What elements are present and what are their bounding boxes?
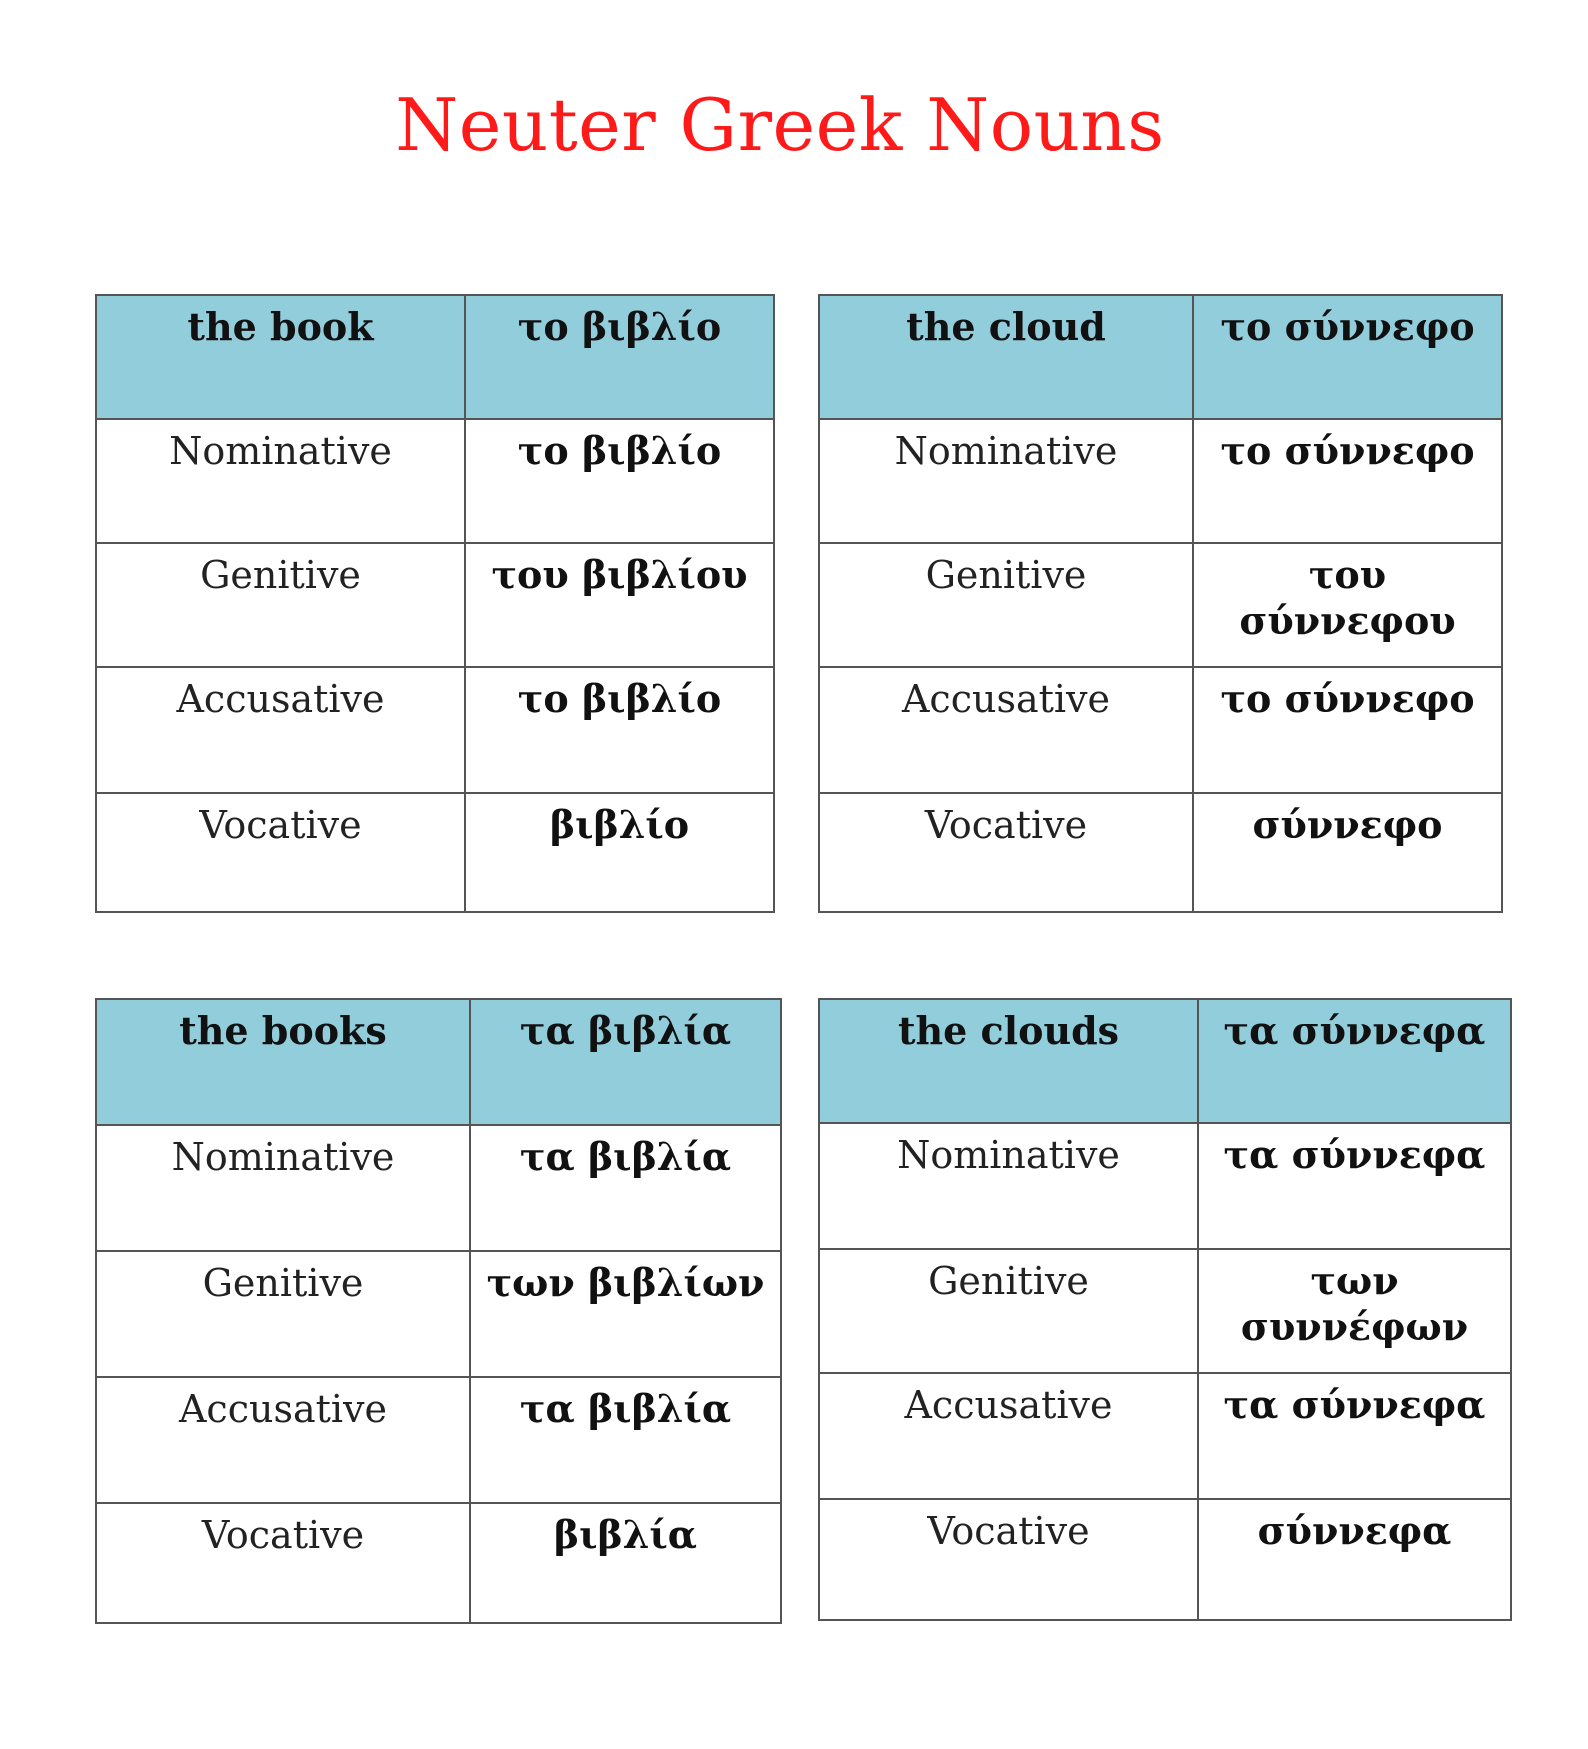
table-row bbox=[96, 1503, 781, 1623]
header-greek: το σύννεφο bbox=[1193, 295, 1502, 419]
case-label: Vocative bbox=[819, 793, 1193, 912]
declension-table-books bbox=[95, 998, 782, 1624]
header-english: the clouds bbox=[819, 999, 1198, 1123]
case-label: Accusative bbox=[96, 1377, 470, 1503]
table-row bbox=[96, 1125, 781, 1251]
table-header-row bbox=[819, 999, 1511, 1123]
greek-form: σύννεφο bbox=[1193, 793, 1502, 912]
greek-form: τα βιβλία bbox=[470, 1125, 781, 1251]
case-label: Genitive bbox=[96, 1251, 470, 1377]
greek-form: το σύννεφο bbox=[1193, 667, 1502, 793]
case-label: Vocative bbox=[96, 1503, 470, 1623]
table-row bbox=[96, 1251, 781, 1377]
case-label: Accusative bbox=[819, 667, 1193, 793]
table-row bbox=[819, 543, 1502, 667]
greek-form: του σύννεφου bbox=[1193, 543, 1502, 667]
table-row bbox=[819, 1123, 1511, 1249]
case-label: Nominative bbox=[96, 419, 465, 543]
case-label: Accusative bbox=[819, 1373, 1198, 1499]
header-greek: το βιβλίο bbox=[465, 295, 774, 419]
table-row bbox=[96, 667, 774, 793]
greek-form: τα βιβλία bbox=[470, 1377, 781, 1503]
header-greek: τα βιβλία bbox=[470, 999, 781, 1125]
declension-table-cloud bbox=[818, 294, 1503, 913]
declension-table-clouds bbox=[818, 998, 1512, 1621]
case-label: Genitive bbox=[819, 543, 1193, 667]
page-title: Neuter Greek Nouns bbox=[395, 83, 1165, 167]
header-greek: τα σύννεφα bbox=[1198, 999, 1511, 1123]
table-header-row bbox=[819, 295, 1502, 419]
greek-form: βιβλία bbox=[470, 1503, 781, 1623]
greek-form: του βιβλίου bbox=[465, 543, 774, 667]
case-label: Genitive bbox=[96, 543, 465, 667]
table-header-row bbox=[96, 295, 774, 419]
header-english: the books bbox=[96, 999, 470, 1125]
case-label: Nominative bbox=[819, 1123, 1198, 1249]
case-label: Vocative bbox=[819, 1499, 1198, 1620]
case-label: Nominative bbox=[819, 419, 1193, 543]
header-english: the book bbox=[96, 295, 465, 419]
table-row bbox=[819, 1249, 1511, 1373]
greek-form: βιβλίο bbox=[465, 793, 774, 912]
case-label: Accusative bbox=[96, 667, 465, 793]
case-label: Vocative bbox=[96, 793, 465, 912]
table-row bbox=[96, 793, 774, 912]
greek-form: τα σύννεφα bbox=[1198, 1373, 1511, 1499]
greek-form: των βιβλίων bbox=[470, 1251, 781, 1377]
greek-form: τα σύννεφα bbox=[1198, 1123, 1511, 1249]
header-english: the cloud bbox=[819, 295, 1193, 419]
table-row bbox=[819, 1499, 1511, 1620]
greek-form: το βιβλίο bbox=[465, 667, 774, 793]
table-row bbox=[96, 543, 774, 667]
case-label: Genitive bbox=[819, 1249, 1198, 1373]
table-row bbox=[819, 793, 1502, 912]
greek-form: το βιβλίο bbox=[465, 419, 774, 543]
greek-form: το σύννεφο bbox=[1193, 419, 1502, 543]
table-row bbox=[96, 1377, 781, 1503]
table-row bbox=[819, 1373, 1511, 1499]
declension-table-book bbox=[95, 294, 775, 913]
case-label: Nominative bbox=[96, 1125, 470, 1251]
greek-form: των συννέφων bbox=[1198, 1249, 1511, 1373]
table-row bbox=[819, 667, 1502, 793]
table-row bbox=[96, 419, 774, 543]
table-header-row bbox=[96, 999, 781, 1125]
table-row bbox=[819, 419, 1502, 543]
greek-form: σύννεφα bbox=[1198, 1499, 1511, 1620]
